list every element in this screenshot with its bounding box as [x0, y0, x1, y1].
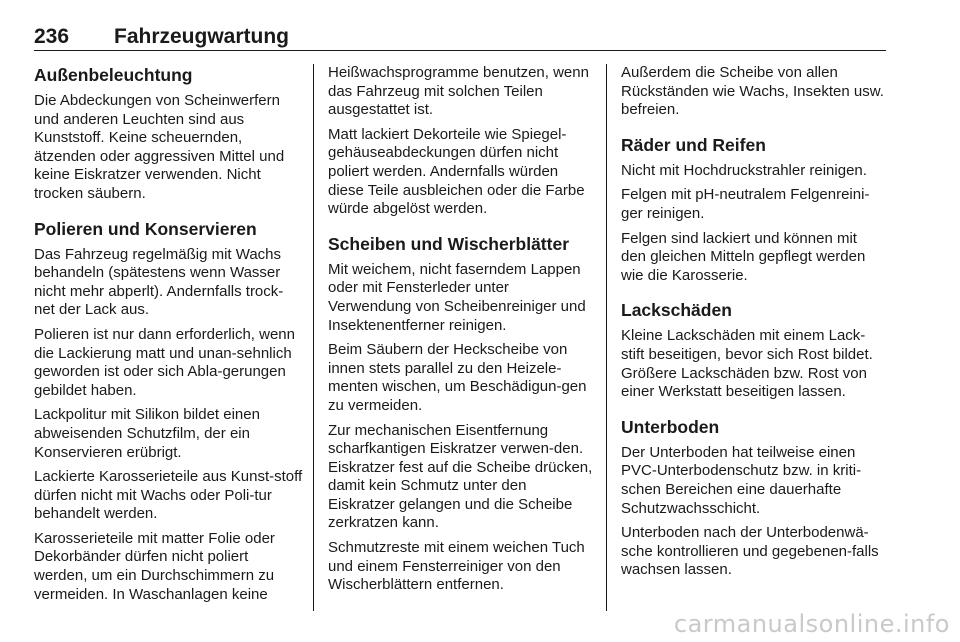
paragraph: Schmutzreste mit einem weichen Tuch und einem Fensterreiniger von den Wischerblättern entfernen.	[328, 539, 585, 594]
column-divider	[313, 64, 314, 611]
paragraph: Felgen sind lackiert und können mit den gleichen Mitteln gepflegt werden wie die Karosserie.	[621, 229, 866, 284]
text-column-2	[328, 64, 594, 601]
section-heading-underbody: Unterboden	[621, 416, 720, 437]
section-heading-windows-wipers: Scheiben und Wischerblätter	[328, 233, 570, 254]
watermark: carmanualsonline.info	[673, 610, 950, 638]
chapter-title: Fahrzeugwartung	[114, 25, 290, 48]
paragraph: Karosserieteile mit matter Folie oder Dekorbänder dürfen nicht poliert werden, um ein Durchschimmern zu vermeiden. In Waschanlagen keine	[34, 529, 275, 603]
section-heading-polishing: Polieren und Konservieren	[34, 218, 257, 239]
paragraph: Mit weichem, nicht faserndem Lappen oder mit Fensterleder unter Verwendung von Scheibenreiniger und Insektenentferner reinigen.	[328, 260, 586, 334]
paragraph: Lackpolitur mit Silikon bildet einen abweisenden Schutzfilm, der ein Konservieren erübrigt.	[34, 406, 260, 461]
paragraph: Die Abdeckungen von Scheinwerfern und anderen Leuchten sind aus Kunststoff. Keine scheuernden, ätzenden oder aggressiven Mittel und keine Eiskratzer verwenden. Nicht trocken säubern.	[34, 92, 285, 202]
paragraph: Beim Säubern der Heckscheibe von innen stets parallel zu den Heizele-menten wischen, um Beschädigun-gen zu vermeiden.	[328, 341, 587, 414]
page-number: 236	[34, 25, 70, 48]
paragraph: Unterboden nach der Unterbodenwä-sche kontrollieren und gegebenen-falls wachsen lassen.	[621, 524, 879, 579]
paragraph: Nicht mit Hochdruckstrahler reinigen.	[621, 161, 867, 179]
section-heading-paint-damage: Lackschäden	[621, 300, 732, 321]
paragraph: Heißwachsprogramme benutzen, wenn das Fahrzeug mit solchen Teilen ausgestattet ist.	[328, 64, 589, 119]
paragraph: Das Fahrzeug regelmäßig mit Wachs behandeln (spätestens wenn Wasser nicht mehr abperlt). Andernfalls trock-net der Lack aus.	[34, 245, 284, 319]
paragraph: Der Unterboden hat teilweise einen PVC-Unterbodenschutz bzw. in kriti-schen Bereichen eine dauerhafte Schutzwachsschicht.	[621, 443, 862, 517]
text-column-3	[621, 64, 886, 586]
paragraph: Felgen mit pH-neutralem Felgenreini-ger reinigen.	[621, 186, 870, 222]
paragraph: Matt lackiert Dekorteile wie Spiegel-gehäuseabdeckungen dürfen nicht poliert werden. Andernfalls würden diese Teile ausbleichen oder die Farbe würde abgelöst werden.	[328, 125, 585, 218]
paragraph: Lackierte Karosserieteile aus Kunst-stoff dürfen nicht mit Wachs oder Poli-tur behandelt werden.	[34, 468, 303, 523]
paragraph: Zur mechanischen Eisentfernung scharfkantigen Eiskratzer verwen-den. Eiskratzer fest auf die Scheibe drücken, damit kein Schmutz unter den Eiskratzer gelangen und die Scheibe zerkratzen kann.	[328, 421, 593, 532]
paragraph: Außerdem die Scheibe von allen Rückständen wie Wachs, Insekten usw. befreien.	[621, 64, 884, 119]
header-rule	[34, 50, 886, 51]
section-heading-wheels-tyres: Räder und Reifen	[621, 134, 766, 155]
column-divider	[606, 64, 607, 611]
section-heading-exterior-lighting: Außenbeleuchtung	[34, 65, 193, 85]
paragraph: Kleine Lackschäden mit einem Lack-stift beseitigen, bevor sich Rost bildet. Größere Lackschäden bzw. Rost von einer Werkstatt beseitigen lassen.	[621, 327, 873, 401]
paragraph: Polieren ist nur dann erforderlich, wenn die Lackierung matt und unan-sehnlich geworden ist oder sich Abla-gerungen gebildet haben.	[34, 325, 295, 399]
text-column-1	[34, 64, 304, 610]
